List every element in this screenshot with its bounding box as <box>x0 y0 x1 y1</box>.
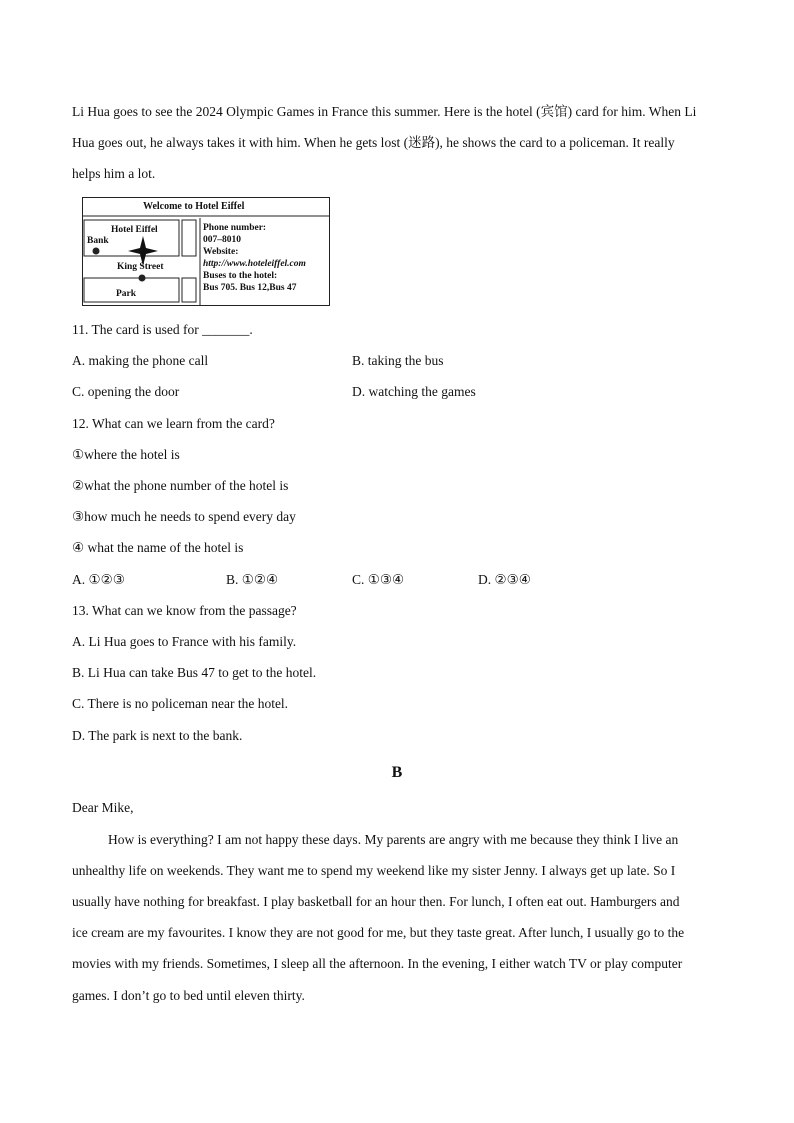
letter-line-3: usually have nothing for breakfast. I play basketball for an hour then. For lunch, I often eat out. Hamburgers and <box>72 894 680 909</box>
q12-statement-2: ②what the phone number of the hotel is <box>72 478 289 493</box>
buses-list: Bus 705. Bus 12,Bus 47 <box>203 283 297 293</box>
letter-line-4: ice cream are my favourites. I know they are not good for me, but they taste great. After lunch, I usually go to the <box>72 925 685 940</box>
q12-statement-4: ④ what the name of the hotel is <box>72 540 244 555</box>
q12-stem: 12. What can we learn from the card? <box>72 416 275 431</box>
q12-statement-3: ③how much he needs to spend every day <box>72 509 296 524</box>
map-label-street: King Street <box>117 262 164 272</box>
q12-option-c: C. ①③④ <box>352 572 405 587</box>
map-label-park: Park <box>116 289 137 299</box>
phone-label: Phone number: <box>203 223 267 233</box>
q11-stem: 11. The card is used for _______. <box>72 322 253 337</box>
map-label-bank: Bank <box>87 236 109 246</box>
letter-line-2: unhealthy life on weekends. They want me to spend my weekend like my sister Jenny. I always get up late. So I <box>72 863 676 878</box>
website-label: Website: <box>203 247 239 257</box>
q13-stem: 13. What can we know from the passage? <box>72 603 297 618</box>
q12-option-d: D. ②③④ <box>478 572 531 587</box>
phone-number: 007–8010 <box>203 235 241 245</box>
website-url: http://www.hoteleiffel.com <box>203 259 306 269</box>
section-b-title: B <box>391 764 403 781</box>
intro-line-1: Li Hua goes to see the 2024 Olympic Games in France this summer. Here is the hotel (宾馆) card for him. When Li <box>72 104 697 119</box>
card-title: Welcome to Hotel Eiffel <box>143 201 245 212</box>
letter-line-6: games. I don’t go to bed until eleven thirty. <box>72 988 305 1003</box>
q13-option-c: C. There is no policeman near the hotel. <box>72 696 289 711</box>
q11-option-c: C. opening the door <box>72 384 180 399</box>
hotel-marker-icon <box>139 275 146 282</box>
q13-option-b: B. Li Hua can take Bus 47 to get to the hotel. <box>72 665 317 680</box>
q13-option-d: D. The park is next to the bank. <box>72 728 243 743</box>
intro-line-2: Hua goes out, he always takes it with him. When he gets lost (迷路), he shows the card to a policeman. It really <box>72 135 675 150</box>
q12-option-b: B. ①②④ <box>226 572 279 587</box>
letter-line-5: movies with my friends. Sometimes, I sleep all the afternoon. In the evening, I either watch TV or play computer <box>72 956 683 971</box>
q13-option-a: A. Li Hua goes to France with his family. <box>72 634 297 649</box>
hotel-card <box>82 197 330 306</box>
map-label-hotel: Hotel Eiffel <box>111 225 158 235</box>
card-info-block <box>203 222 306 294</box>
q11-option-d: D. watching the games <box>352 384 476 399</box>
buses-label: Buses to the hotel: <box>203 271 278 281</box>
bank-marker-icon <box>93 248 100 255</box>
q12-statement-1: ①where the hotel is <box>72 447 180 462</box>
letter-line-1: How is everything? I am not happy these days. My parents are angry with me because they think I live an <box>108 832 679 847</box>
q11-option-a: A. making the phone call <box>72 353 209 368</box>
letter-greeting: Dear Mike, <box>72 800 134 815</box>
q11-option-b: B. taking the bus <box>352 353 444 368</box>
intro-line-3: helps him a lot. <box>72 166 156 181</box>
q12-option-a: A. ①②③ <box>72 572 125 587</box>
